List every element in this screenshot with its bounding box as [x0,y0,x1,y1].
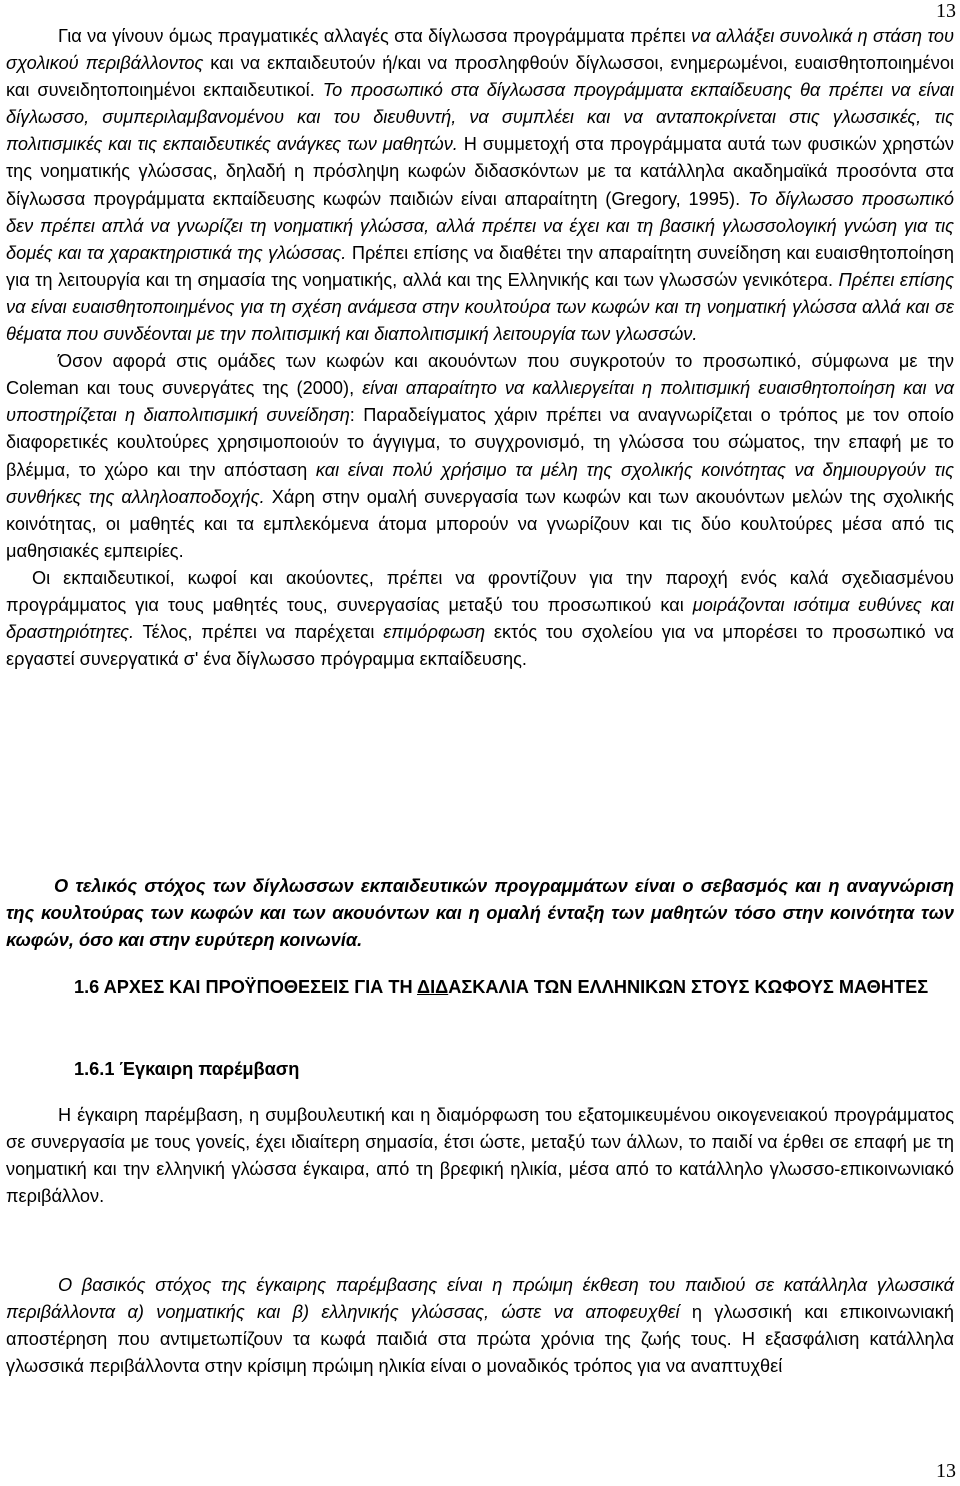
heading-text-underlined: ΔΙΔ [417,977,449,997]
text-run: Πρέπει επίσης να διαθέτει την απαραίτητη συνείδηση και ευαισθητοποίηση για τη λειτουργία και τη σημασία της νοηματικής, αλλά και της Ελληνικής και των γλωσσών γενικότερα. [6,242,954,290]
paragraph-basic-goal [6,1272,954,1380]
text-run: Οι εκπαιδευτικοί, κωφοί και ακούοντες, πρέπει να φροντίζουν για την παροχή ενός καλά σχεδιασμένου προγράμματος για τους μαθητές τους, συνεργασίας μεταξύ του προσωπικού και [6,567,954,615]
text-run: και να εκπαιδευτούν ή/και να προσληφθούν δίγλωσσοι, ενημερωμένοι, ευαισθητοποιημένοι και συνειδητοποιημένοι εκπαιδευτικοί. [6,53,954,101]
paragraph-staff-groups [6,348,954,565]
text-run: Τέλος, πρέπει να παρέχεται [134,622,384,643]
heading-text: ΑΣΚΑΛΙΑ ΤΩΝ ΕΛΛΗΝΙΚΩΝ ΣΤΟΥΣ ΚΩΦΟΥΣ ΜΑΘΗΤΕΣ [448,977,929,997]
text-run-italic: επιμόρφωση [383,622,486,643]
text-run-italic: Το προσωπικό στα δίγλωσσα προγράμματα εκπαίδευσης θα πρέπει να είναι δίγλωσσο, συμπεριλαμβανομένου και του διευθυντή, να συμπλέει και να ανταποκρίνεται στις γλωσσικές, τις πολιτισμικές και τις εκπαιδευτικές ανάγκες των μαθητών. [6,80,954,155]
text-run: εκτός του σχολείου για να μπορέσει το προσωπικό να εργαστεί συνεργατικά σ' ένα δίγλωσσο πρόγραμμα εκπαίδευσης. [6,622,954,670]
text-run-italic: είναι απαραίτητο να καλλιεργείται η πολιτισμική ευαισθητοποίηση και να υποστηρίζεται η διαπολιτισμική συνείδηση [6,378,954,426]
body-text-block-4 [6,1272,954,1380]
body-text-block-3 [6,1102,954,1210]
page-number-bottom: 13 [936,1460,956,1482]
text-run-italic: και είναι πολύ χρήσιμο τα μέλη της σχολικής κοινότητας να δημιουργούν τις συνθήκες της αλληλοαποδοχής. [6,459,954,507]
text-run: Για να γίνουν όμως πραγματικές αλλαγές στα δίγλωσσα προγράμματα πρέπει [58,26,692,46]
text-run: : Παραδείγματος χάριν πρέπει να αναγνωρίζεται ο τρόπος με τον οποίο διαφορετικές κουλτούρες χρησιμοποιούν το άγγιγμα, το συγχρονισμό, τη γλώσσα του σώματος, την επαφή με το βλέμμα, το χώρο και την απόσταση [6,405,954,480]
text-run-italic: Πρέπει επίσης να είναι ευαισθητοποιημένος για τη σχέση ανάμεσα στην κουλτούρα των κωφών και τη νοηματική γλώσσα αλλά και σε θέματα που συνδέονται με την πολιτισμική και διαπολιτισμική λειτουργία των γλωσσών. [6,269,954,345]
section-heading-1-6 [6,974,954,1001]
text-run-italic: να αλλάξει συνολικά η στάση του σχολικού περιβάλλοντος [6,26,954,74]
text-run-italic: Το δίγλωσσο προσωπικό δεν πρέπει απλά να γνωρίζει τη νοηματική γλώσσα, αλλά πρέπει να έχει και τη βασική γλωσσολογική γνώση για τις δομές και τα χαρακτηριστικά της γλώσσας. [6,188,954,263]
text-run-italic: Ο βασικός στόχος της έγκαιρης παρέμβασης είναι η πρώιμη έκθεση του παιδιού σε κατάλληλα γλωσσικά περιβάλλοντα α) νοηματικής και β) ελληνικής γλώσσας, ώστε να αποφευχθεί [6,1275,954,1323]
paragraph-staff-attitude [6,23,954,348]
paragraph-early-intervention: Η έγκαιρη παρέμβαση, η συμβουλευτική και η διαμόρφωση του εξατομικευμένου οικογενειακού προγράμματος σε συνεργασία με τους γονείς, έχει ιδιαίτερη σημασία, έτσι ώστε, μεταξύ των άλλων, το παιδί να έρθει σε επαφή με τη νοηματική και την ελληνική γλώσσα έγκαιρα, από τη βρεφική ηλικία, μέσα από το κατάλληλο γλωσσο-επικοινωνιακό περιβάλλον. [6,1105,954,1207]
text-run: Χάρη στην ομαλή συνεργασία των κωφών και των ακουόντων μελών της σχολικής κοινότητας, οι μαθητές και τα εμπλεκόμενα άτομα μπορούν να γνωρίζουν και τις δύο κουλτούρες μέσα από τις μαθησιακές εμπειρίες. [6,486,954,561]
text-run: Η συμμετοχή στα προγράμματα αυτά των φυσικών χρηστών της νοηματικής γλώσσας, δηλαδή η πρόσληψη κωφών διδασκόντων με τα κατάλληλα ακαδημαϊκά προσόντα στα δίγλωσσα προγράμματα εκπαίδευσης κωφών παιδιών είναι απαραίτητη (Gregory, 1995). [6,134,954,209]
paragraph-teachers [6,565,954,673]
page-number-top: 13 [936,0,956,22]
body-text-block-1 [6,23,954,673]
text-run: η γλωσσική και επικοινωνιακή αποστέρηση που αντιμετωπίζουν τα κωφά παιδιά στα πρώτα χρόνια της ζωής τους. Η εξασφάλιση κατάλληλα γλωσσικά περιβάλλοντα στην κρίσιμη πρώιμη ηλικία είναι ο μοναδικός τρόπος για να αναπτυχθεί [6,1302,954,1377]
text-run: Όσον αφορά στις ομάδες των κωφών και ακουόντων που συγκροτούν το προσωπικό, σύμφωνα με την Coleman και τους συνεργάτες της (2000), [6,351,954,399]
heading-text: 1.6 ΑΡΧΕΣ ΚΑΙ ΠΡΟΫΠΟΘΕΣΕΙΣ ΓΙΑ ΤΗ [74,977,417,997]
paragraph-final-goal: Ο τελικός στόχος των δίγλωσσων εκπαιδευτικών προγραμμάτων είναι ο σεβασμός και η αναγνώριση της κουλτούρας των κωφών και των ακουόντων και η ομαλή ένταξη των μαθητών τόσο στην κοινότητα των κωφών, όσο και στην ευρύτερη κοινωνία. [6,876,954,951]
text-run-italic: μοιράζονται ισότιμα ευθύνες και δραστηριότητες. [6,594,954,643]
body-text-block-2 [6,873,954,954]
section-heading-1-6-1: 1.6.1 Έγκαιρη παρέμβαση [74,1059,300,1079]
